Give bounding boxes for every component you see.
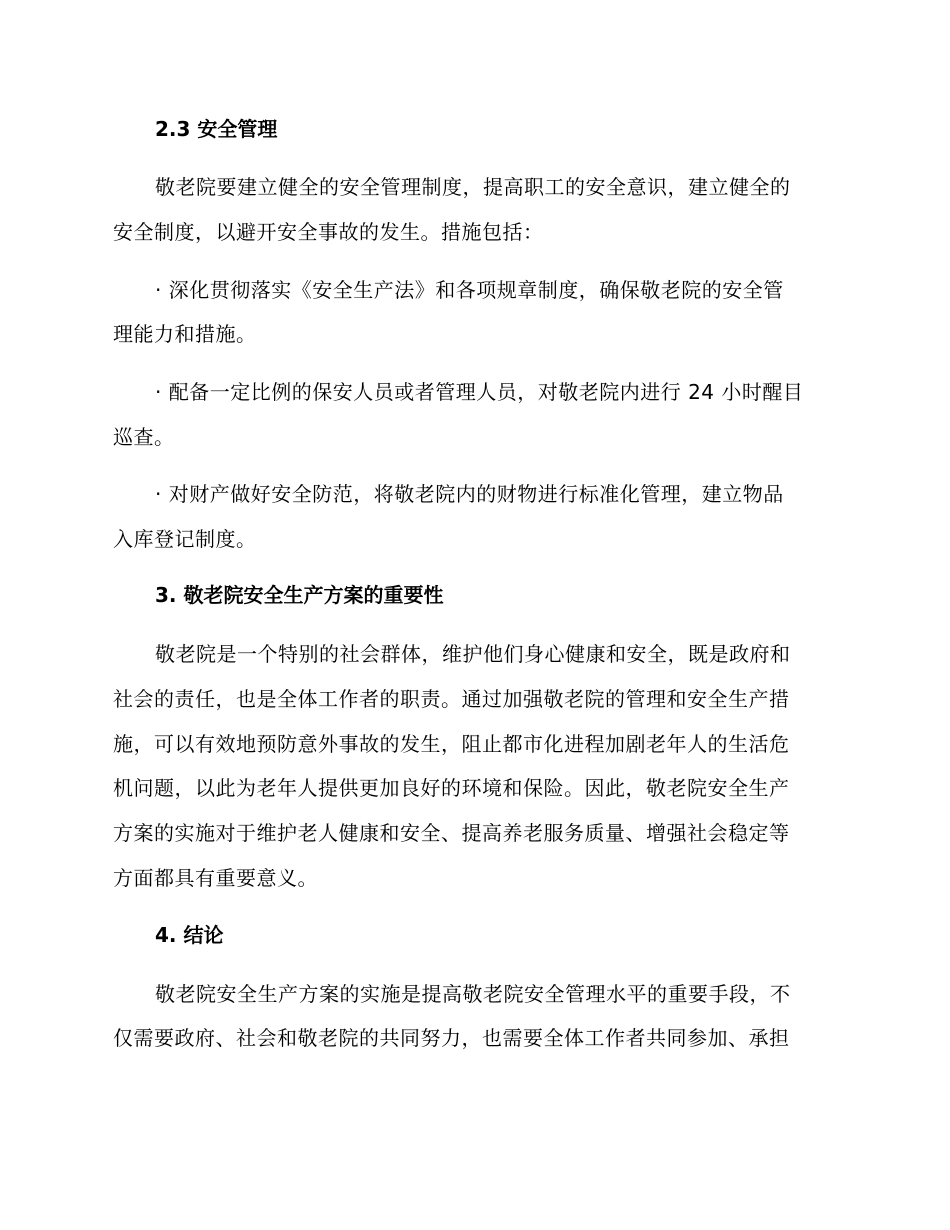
- section-heading-2-3: 2.3 安全管理: [155, 117, 278, 141]
- bullet-line: 入库登记制度。: [113, 527, 257, 551]
- paragraph-line: 敬老院安全生产方案的实施是提高敬老院安全管理水平的重要手段，不: [155, 982, 791, 1006]
- section-heading-3: 3. 敬老院安全生产方案的重要性: [155, 583, 444, 607]
- bullet-line: 巡查。: [113, 425, 175, 449]
- paragraph-line: 敬老院是一个特别的社会群体，维护他们身心健康和安全，既是政府和: [155, 642, 791, 666]
- paragraph-line: 方案的实施对于维护老人健康和安全、提高养老服务质量、增强社会稳定等: [113, 821, 790, 845]
- paragraph-line: 敬老院要建立健全的安全管理制度，提高职工的安全意识，建立健全的: [155, 175, 791, 199]
- paragraph-line: 机问题，以此为老年人提供更加良好的环境和保险。因此，敬老院安全生产: [113, 776, 790, 800]
- paragraph-line: 仅需要政府、社会和敬老院的共同努力，也需要全体工作者共同参加、承担: [113, 1026, 790, 1050]
- bullet-line: · 深化贯彻落实《安全生产法》和各项规章制度，确保敬老院的安全管: [155, 278, 784, 302]
- paragraph-line: 安全制度，以避开安全事故的发生。措施包括：: [113, 220, 544, 244]
- section-heading-4: 4. 结论: [155, 923, 224, 947]
- paragraph-line: 施，可以有效地预防意外事故的发生，阻止都市化进程加剧老年人的生活危: [113, 732, 790, 756]
- paragraph-line: 方面都具有重要意义。: [113, 866, 318, 890]
- bullet-line: · 配备一定比例的保安人员或者管理人员，对敬老院内进行 24 小时醒目: [155, 380, 804, 404]
- bullet-line: · 对财产做好安全防范，将敬老院内的财物进行标准化管理，建立物品: [155, 482, 784, 506]
- paragraph-line: 社会的责任，也是全体工作者的职责。通过加强敬老院的管理和安全生产措: [113, 687, 790, 711]
- bullet-line: 理能力和措施。: [113, 322, 257, 346]
